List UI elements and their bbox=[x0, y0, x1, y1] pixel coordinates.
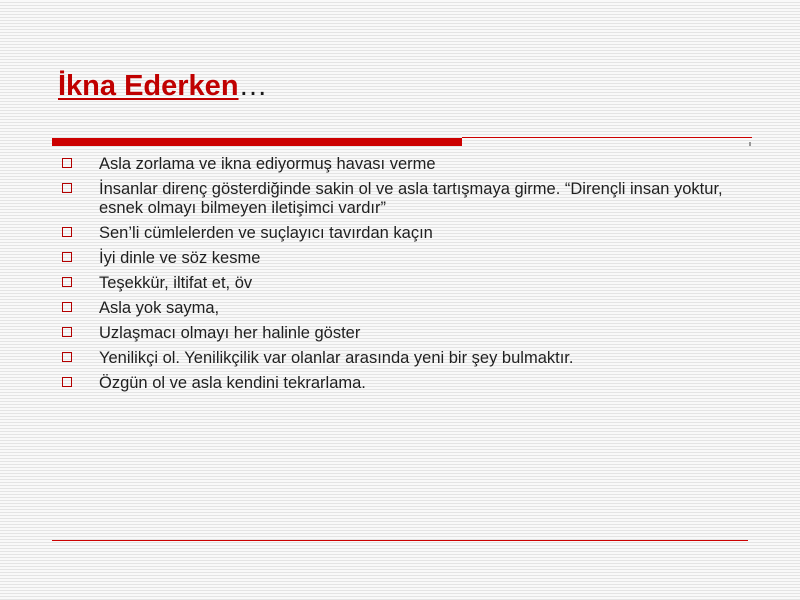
title-divider-thin bbox=[462, 137, 752, 138]
bullet-item bbox=[60, 155, 740, 174]
square-bullet-icon bbox=[62, 352, 72, 362]
square-bullet-icon bbox=[62, 183, 72, 193]
bullet-item bbox=[60, 274, 740, 293]
bullet-text: Uzlaşmacı olmayı her halinle göster bbox=[99, 324, 361, 342]
bullet-text: Sen’li cümlelerden ve suçlayıcı tavırdan kaçın bbox=[99, 224, 433, 242]
square-bullet-icon bbox=[62, 377, 72, 387]
square-bullet-icon bbox=[62, 227, 72, 237]
slide-title-text: İkna Ederken bbox=[58, 70, 239, 102]
bullet-list bbox=[60, 155, 740, 399]
bullet-item bbox=[60, 324, 740, 343]
square-bullet-icon bbox=[62, 158, 72, 168]
bullet-text: Asla zorlama ve ikna ediyormuş havası verme bbox=[99, 155, 436, 173]
bullet-text: Asla yok sayma, bbox=[99, 299, 220, 317]
bullet-text: Teşekkür, iltifat et, öv bbox=[99, 274, 253, 292]
bullet-item bbox=[60, 224, 740, 243]
bullet-text: Özgün ol ve asla kendini tekrarlama. bbox=[99, 374, 366, 392]
square-bullet-icon bbox=[62, 252, 72, 262]
bullet-text: İnsanlar direnç gösterdiğinde sakin ol ve asla tartışmaya girme. “Dirençli insan yoktur, esnek olmayı bilmeyen iletişimci vardır” bbox=[99, 180, 723, 217]
bullet-text: Yenilikçi ol. Yenilikçilik var olanlar arasında yeni bir şey bulmaktır. bbox=[99, 349, 574, 367]
bullet-text: İyi dinle ve söz kesme bbox=[99, 249, 261, 267]
bullet-item bbox=[60, 249, 740, 268]
title-divider-end-tick bbox=[749, 142, 751, 146]
footer-divider bbox=[52, 540, 748, 541]
square-bullet-icon bbox=[62, 327, 72, 337]
bullet-item bbox=[60, 299, 740, 318]
bullet-item bbox=[60, 180, 740, 218]
square-bullet-icon bbox=[62, 302, 72, 312]
bullet-item bbox=[60, 374, 740, 393]
slide-title bbox=[58, 66, 270, 106]
title-divider-thick bbox=[52, 138, 462, 146]
bullet-item bbox=[60, 349, 740, 368]
slide-title-ellipsis: … bbox=[238, 70, 270, 102]
square-bullet-icon bbox=[62, 277, 72, 287]
